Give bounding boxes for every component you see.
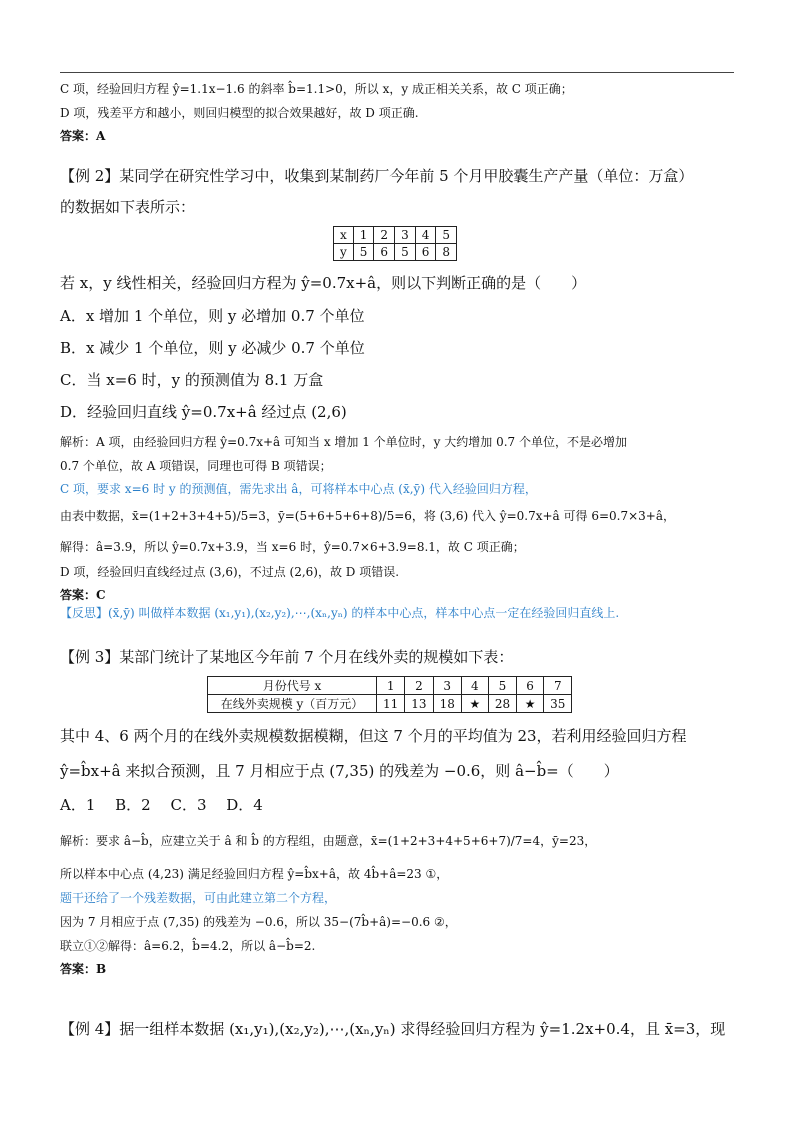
table-cell: 4 [415, 227, 436, 244]
top-answer: 答案：A [60, 129, 106, 143]
table-cell: 35 [544, 695, 572, 713]
ex3-question-2: ŷ=b̂x+â 来拟合预测，且 7 月相应于点 (7,35) 的残差为 −0.6，则 â−b̂=（ ） [60, 762, 619, 780]
ex3-options: A．1 B．2 C．3 D．4 [60, 796, 263, 814]
ex2-analysis-5: 解得：â=3.9，所以 ŷ=0.7x+3.9，当 x=6 时，ŷ=0.7×6+3.9=8.1，故 C 项正确； [60, 540, 525, 554]
table-cell: 8 [436, 244, 457, 261]
table-cell: 18 [433, 695, 461, 713]
table-cell: 5 [436, 227, 457, 244]
ex2-analysis-6: D 项，经验回归直线经过点 (3,6)，不过点 (2,6)，故 D 项错误. [60, 565, 400, 579]
ex4-stem: 【例 4】据一组样本数据 (x₁,y₁),(x₂,y₂),⋯,(xₙ,yₙ) 求得经验回归方程为 ŷ=1.2x+0.4，且 x̄=3，现 [60, 1020, 726, 1038]
ex2-option-d: D．经验回归直线 ŷ=0.7x+â 经过点 (2,6) [60, 403, 347, 421]
ex3-analysis-3: 题干还给了一个残差数据，可由此建立第二个方程， [60, 891, 337, 905]
ex3-stem: 【例 3】某部门统计了某地区今年前 7 个月在线外卖的规模如下表： [60, 648, 514, 666]
header-rule [60, 72, 734, 73]
ex2-analysis-1: 解析：A 项，由经验回归方程 ŷ=0.7x+â 可知当 x 增加 1 个单位时，y 大约增加 0.7 个单位，不是必增加 [60, 435, 627, 449]
ex2-question: 若 x，y 线性相关，经验回归方程为 ŷ=0.7x+â，则以下判断正确的是（ ） [60, 274, 587, 292]
table-cell: 4 [461, 677, 488, 695]
ex3-question-1: 其中 4、6 两个月的在线外卖规模数据模糊，但这 7 个月的平均值为 23，若利用经验回归方程 [60, 727, 687, 745]
table-cell: 6 [517, 677, 544, 695]
table-cell: 3 [395, 227, 416, 244]
ex2-option-a: A．x 增加 1 个单位，则 y 必增加 0.7 个单位 [60, 307, 365, 325]
table-cell: 月份代号 x [208, 677, 377, 695]
table-cell: 13 [405, 695, 433, 713]
ex2-stem-1: 【例 2】某同学在研究性学习中，收集到某制药厂今年前 5 个月甲胶囊生产产量（单位：万盒） [60, 167, 694, 185]
ex2-stem-2: 的数据如下表所示： [60, 198, 196, 216]
table-cell: 1 [377, 677, 405, 695]
top-c-line: C 项，经验回归方程 ŷ=1.1x−1.6 的斜率 b̂=1.1>0，所以 x，y 成正相关关系，故 C 项正确； [60, 82, 573, 96]
ex2-analysis-3: C 项，要求 x=6 时 y 的预测值，需先求出 â，可将样本中心点 (x̄,ȳ) 代入经验回归方程， [60, 482, 537, 496]
ex2-table [333, 226, 457, 261]
ex2-analysis-2: 0.7 个单位，故 A 项错误，同理也可得 B 项错误； [60, 459, 332, 473]
table-row [334, 227, 457, 244]
table-cell: 1 [353, 227, 374, 244]
table-row [334, 244, 457, 261]
table-cell: 5 [395, 244, 416, 261]
table-row [208, 695, 572, 713]
table-cell: 3 [433, 677, 461, 695]
ex3-table [207, 676, 572, 713]
ex3-answer: 答案：B [60, 962, 107, 976]
ex2-option-b: B．x 减少 1 个单位，则 y 必减少 0.7 个单位 [60, 339, 365, 357]
ex3-analysis-2: 所以样本中心点 (4,23) 满足经验回归方程 ŷ=b̂x+â，故 4b̂+â=23 ①， [60, 867, 449, 881]
ex2-answer: 答案：C [60, 588, 106, 602]
table-cell: ★ [461, 695, 488, 713]
ex3-analysis-1: 解析：要求 â−b̂，应建立关于 â 和 b̂ 的方程组，由题意，x̄=(1+2+3+4+5+6+7)/7=4，ȳ=23， [60, 834, 597, 848]
table-cell: x [334, 227, 354, 244]
ex2-option-c: C．当 x=6 时，y 的预测值为 8.1 万盒 [60, 371, 324, 389]
table-cell: y [334, 244, 354, 261]
table-cell: 7 [544, 677, 572, 695]
ex2-reflection: 【反思】(x̄,ȳ) 叫做样本数据 (x₁,y₁),(x₂,y₂),⋯,(xₙ,yₙ) 的样本中心点，样本中心点一定在经验回归直线上. [60, 606, 620, 620]
table-cell: 5 [488, 677, 516, 695]
top-d-line: D 项，残差平方和越小，则回归模型的拟合效果越好，故 D 项正确. [60, 106, 419, 120]
table-cell: 28 [488, 695, 516, 713]
table-cell: 在线外卖规模 y（百万元） [208, 695, 377, 713]
table-cell: 2 [374, 227, 395, 244]
table-cell: 11 [377, 695, 405, 713]
ex3-analysis-4: 因为 7 月相应于点 (7,35) 的残差为 −0.6，所以 35−(7b̂+â)=−0.6 ②， [60, 915, 457, 929]
table-cell: ★ [517, 695, 544, 713]
table-cell: 6 [374, 244, 395, 261]
table-cell: 5 [353, 244, 374, 261]
ex2-analysis-4: 由表中数据，x̄=(1+2+3+4+5)/5=3，ȳ=(5+6+5+6+8)/5=6，将 (3,6) 代入 ŷ=0.7x+â 可得 6=0.7×3+â， [60, 509, 675, 523]
table-cell: 6 [415, 244, 436, 261]
ex3-analysis-5: 联立①②解得：â=6.2，b̂=4.2，所以 â−b̂=2. [60, 939, 316, 953]
table-row [208, 677, 572, 695]
table-cell: 2 [405, 677, 433, 695]
